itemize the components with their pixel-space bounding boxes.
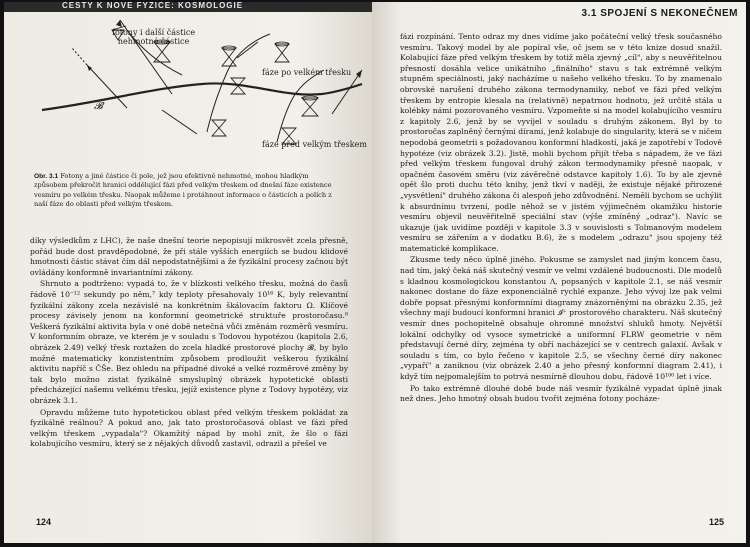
left-page [4,2,372,543]
figure-label-particles: fotony i další částice nehmotné částice [112,28,196,46]
figure-label-before-bang: fáze před velkým třeskem [262,140,367,149]
book-spread [4,2,746,543]
running-head-right: 3.1 SPOJENÍ S NEKONEČNEM [581,8,738,19]
left-body-text [30,236,348,451]
page-number-left: 124 [36,517,52,527]
figure-label-after-bang: fáze po velkém třesku [262,68,352,77]
figure-3-1 [32,10,367,170]
paragraph: Po tako extrémně dlouhé době bude náš vesmír fyzikálně vypadat úplně jinak než dnes. Jeho hmotný obsah budou tvořit zejména fotony pocháze- [400,383,722,404]
running-head-text: CESTY K NOVÉ FYZICE: KOSMOLOGIE [62,2,244,10]
figure-label-scri: 𝓑 [94,101,103,112]
figure-caption [34,172,334,210]
paragraph: Shrnuto a podtrženo: vypadá to, že v blízkosti velkého třesku, možná do časů řádově 10⁻¹² sekundy po něm,⁷ kdy teploty přesahovaly 10¹⁶ K, byly relevantní fyzikální zákony zcela nezávislé na konkrétním škálovacím faktoru Ω. Klíčové procesy závisely jenom na konformní geometrické struktuře prostoročasu.⁸ Veškerá fyzikální aktivita byla v oné době netečná vůči změnám rozměrů vesmíru. V konformním obraze, ve kterém je v souladu s Todovou hypotézou (kapitola 2.6, obrázek 2.49) velký třesk roztažen do zcela hladké prostorové plochy 𝓑, by bylo možné matematicky konzistentním způsobem prodloužit veškerou fyzikální aktivitu napříč s ČŠe. Bez ohledu na případné divoké a velké rozměrové změny by tak bylo možno zistat fyzikálně smysluplný obrázek hypotetické oblasti předcházející našemu velkému třesku, jejíž existence plyne z Todovy hypotézy, viz obrázek 3.1. [30,279,348,405]
bang-surface-curve [42,83,362,110]
paragraph: Zkusme tedy něco úplně jiného. Pokusme se zamyslet nad jiným koncem času, nad tím, jaký čeká náš skutečný vesmír ve velmi vzdálené budoucnosti. Dle modelů s kladnou kosmologickou konstantou Λ, popsaných v kapitole 2.1, se náš vesmír nakonec dostane do fáze exponenciálně rychlé expanze. Jeho vývoj lze pak velmi dobře popsat přesnými konformními diagramy znázorněnými na obrázku 2.35, jež všechny mají budoucí konformní hranici 𝓘⁺ prostorového charakteru. Náš skutečný vesmír dnes pochopitelně obsahuje ohromné množství shluků hmoty. Největší lokální odchylky od vysoce symetrické a uniformní FLRW geometrie v něm představují černé díry, zejména ty obří nacházející se v centrech galaxií. Avšak v souladu s tím, co bylo řečeno v kapitole 2.5, se všechny černé díry nakonec „vypaří" a zaniknou (viz obrázek 2.40 a jeho přesný konformní diagram 2.41), i když tím nejpomalejším to potrvá nesmírně dlouhou dobu, řádově 10¹⁰⁰ let i více. [400,255,722,381]
right-body-text [400,32,722,406]
caption-label: Obr. 3.1 [34,173,59,180]
paragraph: Opravdu můžeme tuto hypotetickou oblast před velkým třeskem pokládat za fyzikálně reálnou? A pokud ano, jak tato prostoročasová oblast ve fázi před velkým třeskem „vypadala"? Okamžitý nápad by mohl znít, že šlo o fázi kolabujícího vesmíru, který se z nějakých důvodů zastavil, odrazil a přešel ve [30,407,348,449]
right-page [372,2,746,543]
paragraph: díky výsledkům z LHC), že naše dnešní teorie nepopisují mikrosvět zcela přesně, pořád bude dost pravděpodobné, že při stále vyšších energiích se budou klidové hmotnosti částic stávat čím dál nepodstatnějšími a že fyzikální procesy začnou být ovládány konformně invariantními zákony. [30,236,348,277]
page-number-right: 125 [708,517,724,527]
paragraph: fázi rozpínání. Tento odraz my dnes vidíme jako počáteční velký třesk současného vesmíru. Takový model by ale popíral vše, oč jsem se v této knize dosud snažil. Kolabující fáze před velkým třeskem by totiž měla zjevný „cíl", aby s neuvěřitelnou přesností dosáhla velice unikátního „finálního" stavu s tak extrémně velkým stupněm speciálnosti, jaký nacházíme u našeho velkého třesku. To by znamenalo obrovské narušení druhého zákona termodynamiky, neboť ve fázi před velkým třeskem by entropie klesala na (relativně) nepatrnou hodnotu, jež určitě stála u kolébky námi pozorovaného vesmíru. Vzpomeňte si na model kolabujícího vesmíru z kapitoly 2.6, jenž by se vyvíjel v souladu s druhým zákonem. Byl by to prostoročas zaplněný černými dírami, jenž kolabuje do singularity, která se v ničem nepodobá geometrii s požadovanou konformní hladkostí, jaká je zapotřebí v Todově hypotéze (viz obrázek 3.2). Jistě, mohli bychom přijít třeba s nápadem, že ve fázi před velkým třeskem fungoval druhý zákon termodynamiky přesně naopak, v opačném časovém směru (viz závěrečné odstavce kapitoly 1.6). To by ale zjevně opět šlo proti duchu této knihy, jenž tkví v naději, že existuje nějaké přirozené „vysvětlení" druhého zákona či alespoň jeho zdůvodnění. Neměli bychom se uchýlit k absurdnímu tvrzení, podle něhož se v jistém výjimečném okamžiku historie vesmíru objevil neuvěřitelně speciální stav (výše zmíněný „odraz"). Navíc se ukazuje (jak uvidíme později v kapitole 3.3 v souvislosti s Tolmanovým modelem vesmíru se zářením a v dodatku B.6), že s modelem „odrazu" jsou spojeny též matematické komplikace. [400,32,722,253]
caption-text: Fotony a jiné částice či pole, jež jsou efektivně nehmotné, mohou hladkým způsobem překročit hranici oddělující fázi před velkým třeskem od dnešní fáze existence vesmíru po velkém třesku. Naopak můžeme i protáhnout informace o částicích a polích z naší fáze do oblasti před velkým třeskem. [34,172,332,209]
worldline-2 [277,70,324,142]
